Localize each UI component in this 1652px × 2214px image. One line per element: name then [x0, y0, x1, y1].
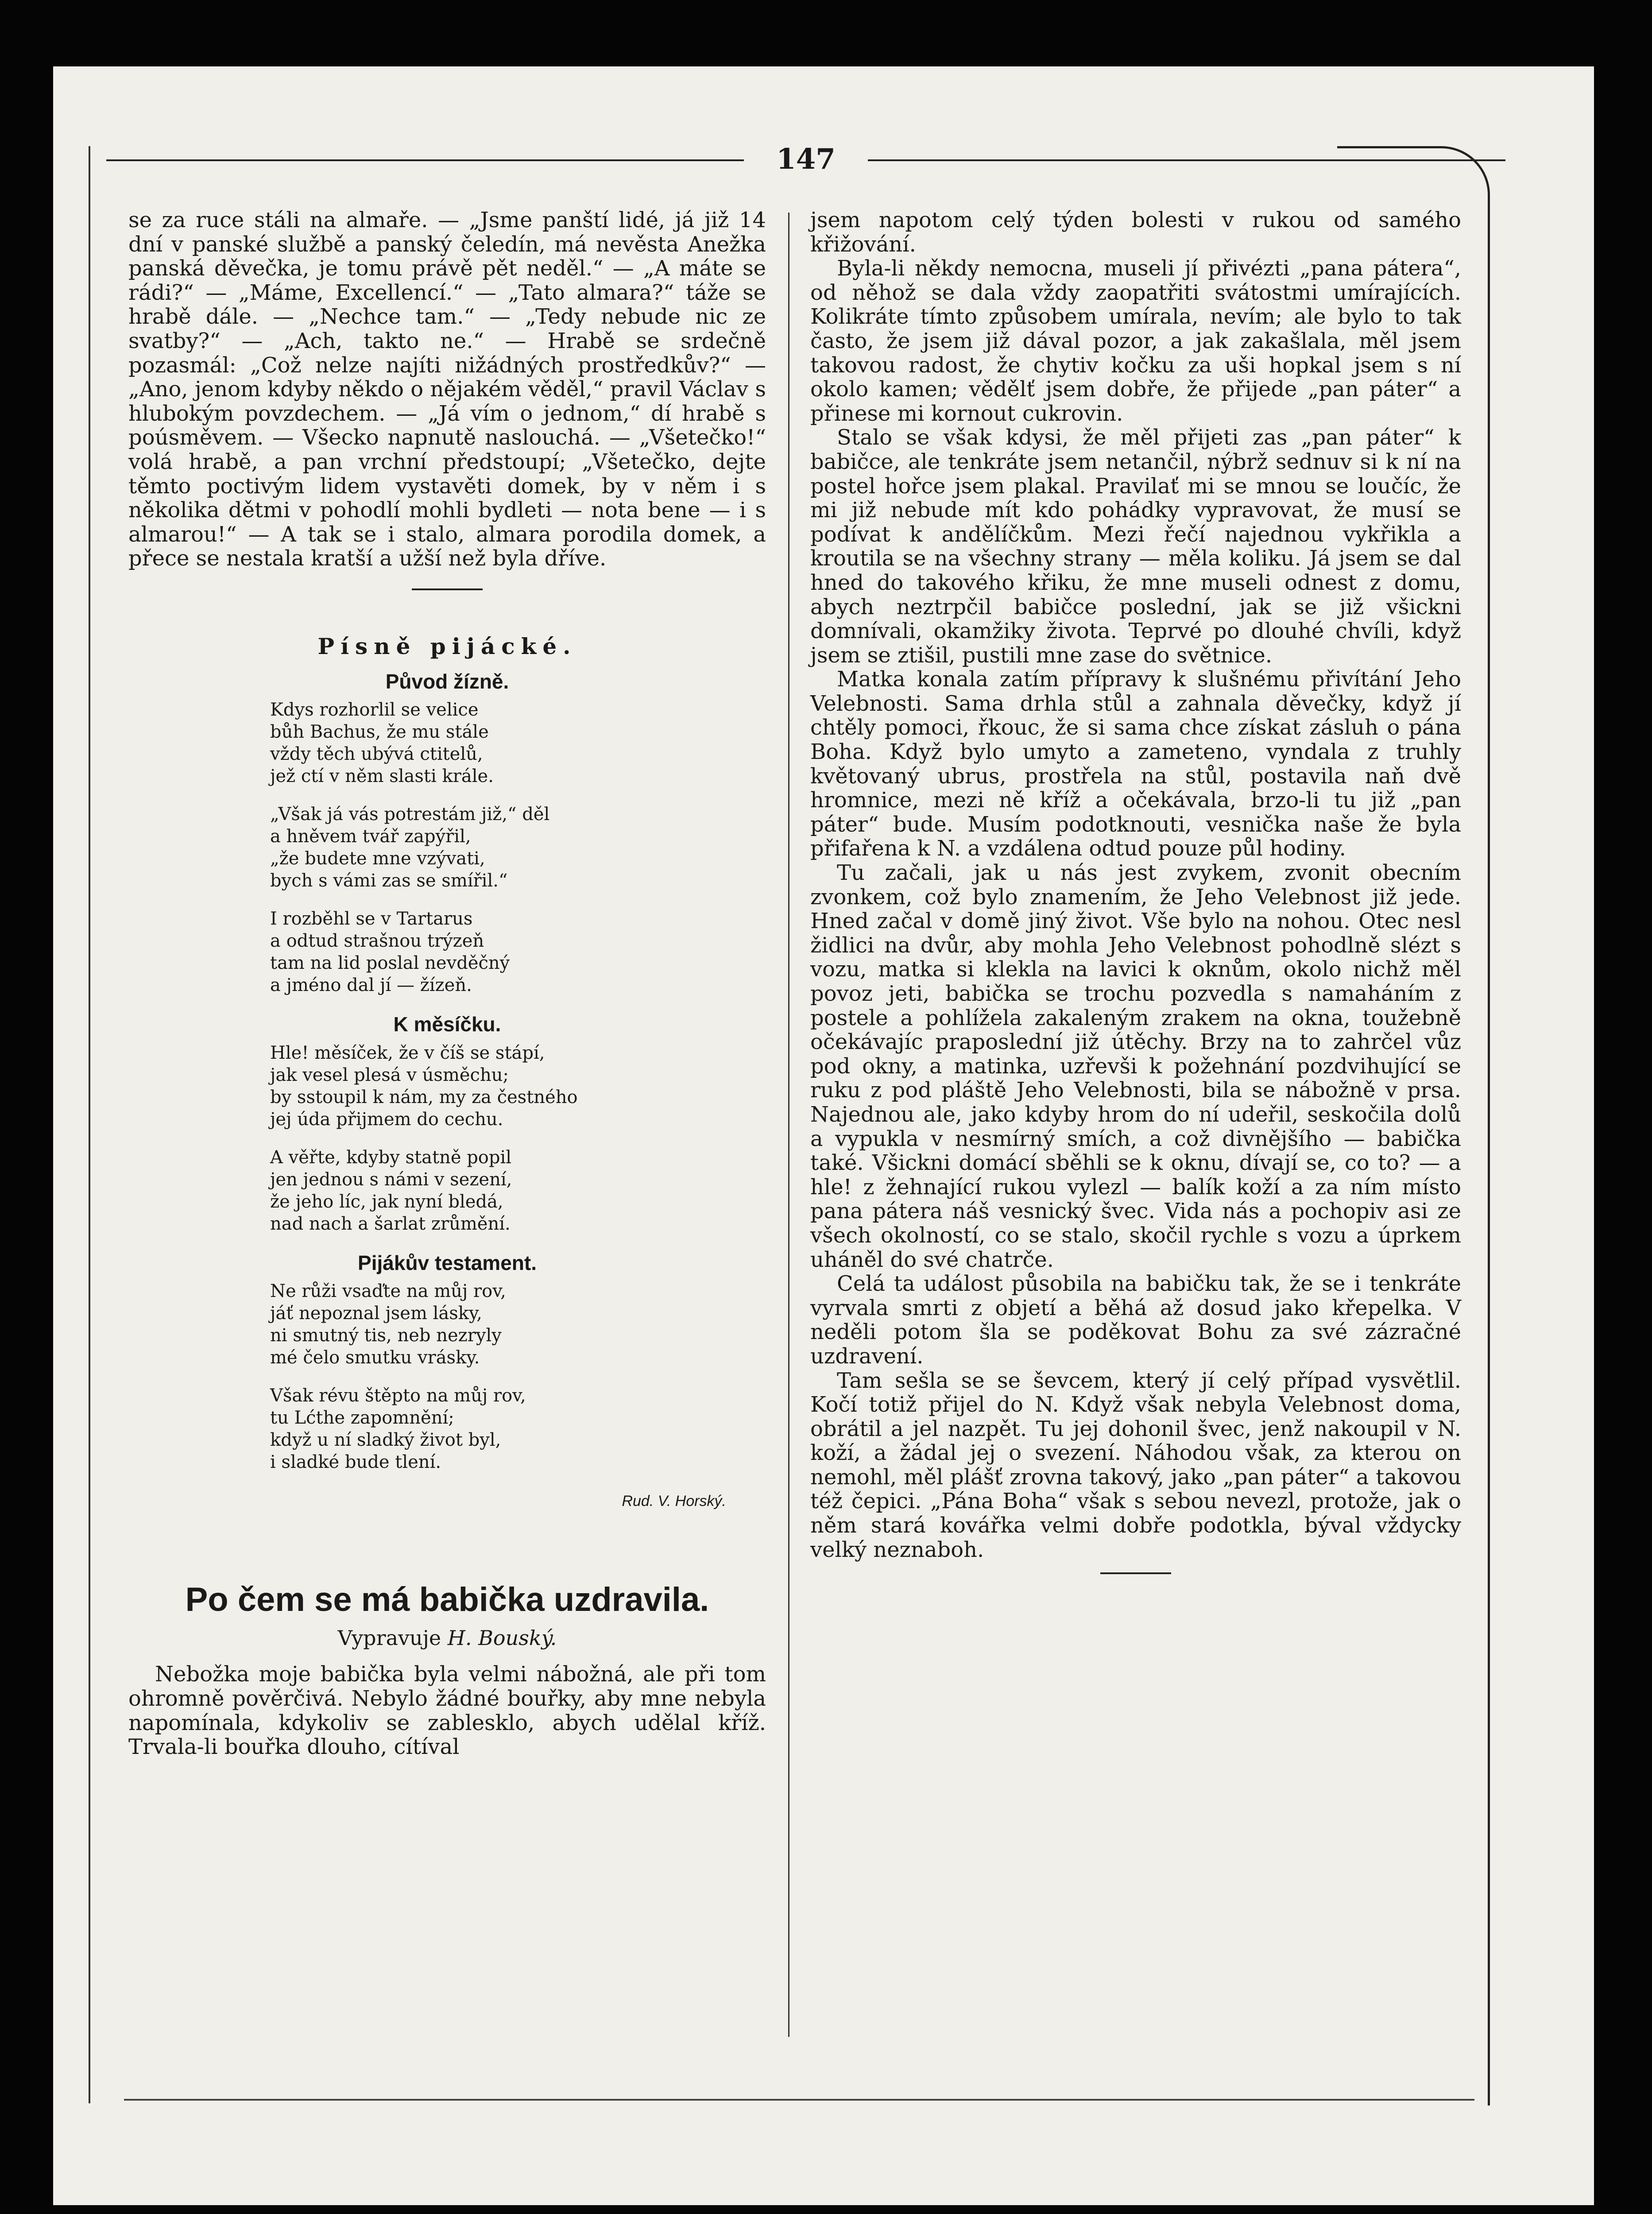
- page-header: [106, 133, 1505, 186]
- poem3-title: Pijákův testament.: [358, 1251, 537, 1274]
- byline-prefix: Vypravuje: [337, 1626, 441, 1650]
- verse-line: „Však já vás potrestám již,“ děl: [270, 804, 550, 825]
- story-paragraph: Nebožka moje babička byla velmi nábožná, ale při tom ohromně pověrčivá. Nebylo žádné bouřky, aby mne nebyla napomínala, kdykoliv se zablesklo, abych udělal kříž. Trvala-li bouřka dlouho, cítíval: [128, 1662, 766, 1760]
- verse-line: jen jednou s námi v sezení,: [270, 1169, 512, 1190]
- left-column: [128, 208, 766, 1759]
- verse-line: jež ctí v něm slasti krále.: [270, 766, 494, 787]
- verse-line: Však révu štěpto na můj rov,: [270, 1386, 526, 1406]
- section-separator: [412, 588, 483, 590]
- poem1-title: Původ žízně.: [385, 670, 509, 693]
- page-frame-left: [89, 146, 126, 2103]
- poems-signature: Rud. V. Horský.: [622, 1493, 726, 1510]
- verse-line: vždy těch ubývá ctitelů,: [270, 744, 483, 765]
- story-title: Po čem se má babička uzdravila.: [185, 1580, 709, 1618]
- verse-line: jej úda přijmem do cechu.: [270, 1109, 503, 1130]
- verse-line: když u ní sladký život byl,: [270, 1430, 501, 1451]
- page-frame-bottom: [124, 2099, 1474, 2101]
- verse-line: bych s vámi zas se smířil.“: [270, 871, 508, 891]
- column-divider: [788, 213, 789, 2037]
- poem1-stanza: [270, 908, 766, 996]
- story-paragraph: Matka konala zatím přípravy k slušnému přivítání Jeho Velebnosti. Sama drhla stůl a zahnala děvečky, když jí chtěly pomoci, řkouc, že si sama chce získat zásluh o pána Boha. Když bylo umyto a zameteno, vyndala z truhly květovaný ubrus, prostřela na stůl, postavila naň dvě hromnice, mezi ně kříž a očekávala, brzo-li tu již „pan páter“ bude. Musím podotknouti, vesnička naše že byla přifařena k N. a vzdálena odtud pouze půl hodiny.: [810, 667, 1461, 861]
- header-rule-left: [106, 159, 744, 161]
- poem2-stanza: [270, 1042, 766, 1130]
- page-number: 147: [776, 143, 836, 176]
- verse-line: by sstoupil k nám, my za čestného: [270, 1087, 578, 1107]
- story-paragraph: Byla-li někdy nemocna, museli jí přivézti „pana pátera“, od něhož se dala vždy zaopatřiti svátostmi umírajících. Kolikráte tímto způsobem umírala, nevím; ale bylo to tak často, že jsem již dával pozor, a jak zakašlala, měl jsem takovou radost, že chytiv kočku za uši hopkal jsem s ní okolo kamen; vědělť jsem dobře, že přijede „pan páter“ a přinese mi kornout cukrovin.: [810, 256, 1461, 426]
- poem3-stanza: [270, 1280, 766, 1369]
- verse-line: ni smutný tis, neb nezryly: [270, 1325, 502, 1346]
- verse-line: jáť nepoznal jsem lásky,: [270, 1303, 483, 1324]
- story-paragraph: Stalo se však kdysi, že měl přijeti zas „pan páter“ k babičce, ale tenkráte jsem netančil, nýbrž sednuv si k ní na postel hořce jsem plakal. Pravilať mi se mnou se loučíc, že mi již nebude mít kdo pohádky vypravovat, že musí se podívat k andělíčkům. Mezi řečí najednou vykřikla a kroutila se na všechny strany — měla koliku. Já jsem se dal hned do takového křiku, že mne museli odnest z domu, abych neztrpčil babičce poslední, jak se již všickni domnívali, okamžiky života. Teprvé po dlouhé chvíli, když jsem se ztišil, pustili mne zase do světnice.: [810, 425, 1461, 668]
- story-byline: [128, 1626, 766, 1650]
- poems-heading: Písně pijácké.: [317, 633, 577, 659]
- story-paragraph: Tam sešla se se ševcem, který jí celý případ vysvětlil. Kočí totiž přijel do N. Když však nebyla Velebnost doma, obrátil a jel nazpět. Tu jej dohonil švec, jenž nakoupil v N. koží, a žádal jej o svezení. Náhodou však, za kterou on nemohl, měl plášť zrovna takový, jako „pan páter“ a takovou též čepici. „Pána Boha“ však s sebou nevezl, protože, jak o něm stará kovářka velmi dobře podotkla, býval vždycky velký neznaboh.: [810, 1368, 1461, 1562]
- poem1-stanza: [270, 803, 766, 892]
- poem1-stanza: [270, 699, 766, 787]
- verse-line: Hle! měsíček, že v číš se stápí,: [270, 1042, 545, 1063]
- verse-line: mé čelo smutku vrásky.: [270, 1347, 480, 1368]
- header-rule-right: [868, 159, 1505, 161]
- verse-line: jak vesel plesá v úsměchu;: [270, 1064, 509, 1085]
- verse-line: A věřte, kdyby statně popil: [270, 1147, 512, 1168]
- verse-line: a odtud strašnou trýzeň: [270, 931, 484, 952]
- story-paragraph: Tu začali, jak u nás jest zvykem, zvonit obecním zvonkem, což bylo znamením, že Jeho Velebnost již jede. Hned začal v domě jiný život. Vše bylo na nohou. Otec nesl židlici na dvůr, aby mohla Jeho Velebnost pohodlně slézt s vozu, matka si klekla na lavici k oknům, okolo nichž měl povoz jeti, babička se trochu pozvedla s namaháním z postele a pohlížela zakaleným zrakem na okna, toužebně očekávajíc praposlední již útěchy. Brzy na to zahrčel vůz pod okny, a matinka, uzřevši k požehnání pozdvihující se ruku z pod pláště Jeho Velebnosti, bila se nábožně v prsa. Najednou ale, jako kdyby hrom do ní udeřil, seskočila dolů a vypukla v nesmírný smích, a což divnějšího — babička také. Všickni domácí sběhli se k oknu, dívají se, co to? — a hle! z žehnající rukou vylezl — balík koží a za ním místo pana pátera náš vesnický švec. Vida nás a pochopiv asi ze všech okolností, co se stalo, skočil rychle s vozu a úprkem uháněl do své chatrče.: [810, 860, 1461, 1272]
- verse-line: Ne růži vsaďte na můj rov,: [270, 1281, 506, 1302]
- story-author: H. Bouský.: [447, 1626, 557, 1650]
- verse-line: I rozběhl se v Tartarus: [270, 909, 473, 929]
- verse-line: „že budete mne vzývati,: [270, 848, 485, 869]
- story-end-rule: [1100, 1572, 1171, 1574]
- article-continuation-paragraph: se za ruce stáli na almaře. — „Jsme panští lidé, já již 14 dní v panské službě a panský čeledín, má nevěsta Anežka panská děvečka, je tomu právě pět neděl.“ — „A máte se rádi?“ — „Máme, Excellencí.“ — „Tato almara?“ táže se hrabě dále. — „Nechce tam.“ — „Tedy nebude nic ze svatby?“ — „Ach, takto ne.“ — Hrabě se srdečně pozasmál: „Což nelze najíti nižádných prostředkův?“ — „Ano, jenom kdyby někdo o nějakém věděl,“ pravil Václav s hlubokým povzdechem. — „Já vím o jednom,“ dí hrabě s poúsměvem. — Všecko napnutě naslouchá. — „Všetečko!“ volá hrabě, a pan vrchní předstoupí; „Všetečko, dejte těmto poctivým lidem vystavěti domek, by v něm i s několika dětmi v pohodlí mohli bydleti — nota bene — i s almarou!“ — A tak se i stalo, almara porodila domek, a přece se nestala kratší a užší než byla dříve.: [128, 208, 766, 571]
- verse-line: Kdys rozhorlil se velice: [270, 700, 479, 720]
- story-paragraph: Celá ta událost působila na babičku tak, že se i tenkráte vyrvala smrti z objetí a běhá až dosud jako křepelka. V neděli potom šla se poděkovat Bohu za své zázračné uzdravení.: [810, 1271, 1461, 1369]
- story-paragraph: jsem napotom celý týden bolesti v rukou od samého křižování.: [810, 208, 1461, 257]
- poem2-stanza: [270, 1146, 766, 1235]
- verse-line: bůh Bachus, že mu stále: [270, 722, 489, 743]
- verse-line: že jeho líc, jak nyní bledá,: [270, 1191, 503, 1212]
- verse-line: a hněvem tvář zapýřil,: [270, 826, 471, 847]
- verse-line: i sladké bude tlení.: [270, 1452, 441, 1473]
- verse-line: tam na lid poslal nevděčný: [270, 953, 510, 974]
- poem3-stanza: [270, 1385, 766, 1473]
- right-column: [810, 208, 1461, 1574]
- verse-line: a jméno dal jí — žízeň.: [270, 975, 472, 996]
- verse-line: tu Lćthe zapomnění;: [270, 1408, 454, 1428]
- poem2-title: K měsíčku.: [393, 1013, 501, 1036]
- verse-line: nad nach a šarlat zrůmění.: [270, 1213, 511, 1234]
